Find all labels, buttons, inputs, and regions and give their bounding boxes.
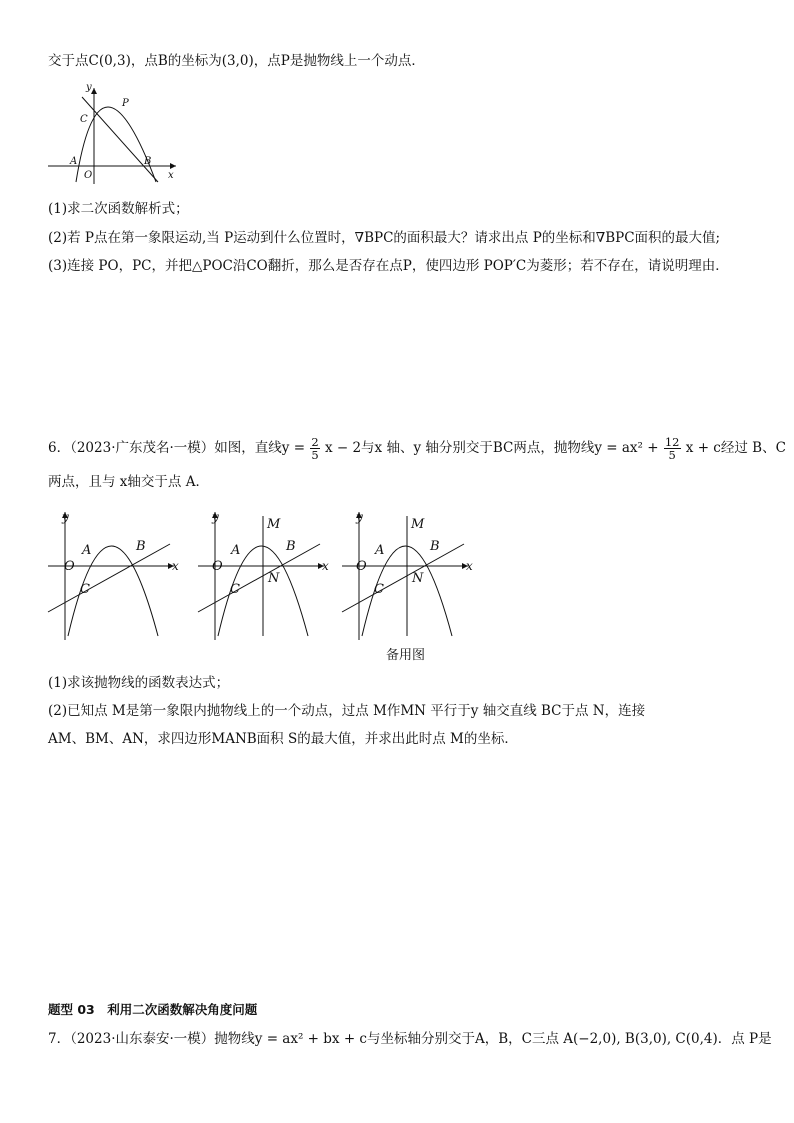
q5-label-a: A bbox=[70, 156, 78, 167]
svg-text:C: C bbox=[80, 582, 90, 597]
q5-part2: (2)若 P点在第一象限运动,当 P运动到什么位置时，∇BPC的面积最大？请求出点 P的坐标和∇BPC面积的最大值; bbox=[48, 230, 721, 246]
svg-text:A: A bbox=[82, 543, 92, 558]
q6-part2-line2: AM、BM、AN，求四边形MANB面积 S的最大值，并求出此时点 M的坐标． bbox=[48, 731, 518, 747]
q6-part2-line1: (2)已知点 M是第一象限内抛物线上的一个动点，过点 M作MN 平行于y 轴交直线 BC于点 N，连接 bbox=[48, 703, 646, 719]
svg-text:C: C bbox=[374, 582, 384, 597]
q6-figure-3 bbox=[342, 508, 482, 643]
svg-text:O: O bbox=[212, 559, 223, 574]
q6-fraction-2-5: $\frac{2}{5}$ bbox=[311, 435, 319, 462]
svg-text:N: N bbox=[268, 571, 280, 586]
q5-part1: (1)求二次函数解析式； bbox=[48, 201, 189, 217]
svg-text:N: N bbox=[412, 571, 424, 586]
fig2-line-bc bbox=[198, 544, 320, 612]
fig3-line-bc bbox=[342, 544, 464, 612]
svg-text:O: O bbox=[64, 559, 75, 574]
q5-label-o: O bbox=[84, 170, 93, 181]
svg-text:x: x bbox=[172, 559, 179, 573]
svg-text:y: y bbox=[212, 510, 219, 524]
svg-text:B: B bbox=[286, 539, 296, 554]
q6-stem-line1 bbox=[48, 436, 786, 461]
q5-line-bc bbox=[82, 97, 158, 182]
q6-stem-line2: 两点，且与 x轴交于点 A． bbox=[48, 474, 209, 490]
q6-stem-a: 6．（2023·广东茂名·一模）如图，直线y = bbox=[48, 440, 306, 456]
svg-text:A: A bbox=[375, 543, 385, 558]
svg-text:x: x bbox=[322, 559, 329, 573]
svg-text:A: A bbox=[231, 543, 241, 558]
svg-text:B: B bbox=[136, 539, 146, 554]
q5-label-b: B bbox=[144, 156, 152, 167]
q5-y-arrow bbox=[91, 88, 97, 94]
q5-label-y: y bbox=[86, 82, 92, 93]
spare-figure-caption: 备用图 bbox=[386, 648, 426, 663]
svg-text:B: B bbox=[430, 539, 440, 554]
svg-text:y: y bbox=[356, 510, 363, 524]
svg-text:O: O bbox=[356, 559, 367, 574]
q5-x-arrow bbox=[170, 163, 176, 169]
svg-text:y: y bbox=[62, 510, 69, 524]
q5-label-p: P bbox=[122, 98, 129, 109]
fig1-line-bc bbox=[48, 544, 170, 612]
q5-intro: 交于点C(0,3)，点B的坐标为(3,0)，点P是抛物线上一个动点． bbox=[48, 53, 425, 69]
q6-part1: (1)求该抛物线的函数表达式； bbox=[48, 675, 230, 691]
svg-text:M: M bbox=[267, 517, 281, 532]
svg-text:C: C bbox=[230, 582, 240, 597]
q6-figure-1 bbox=[48, 508, 188, 643]
q5-label-c: C bbox=[80, 114, 88, 125]
q6-stem-c: x + c经过 B、C bbox=[685, 440, 786, 456]
q6-stem-b: x − 2与x 轴、y 轴分别交于BC两点，抛物线y = ax² + bbox=[324, 440, 659, 456]
q5-label-x: x bbox=[168, 170, 174, 181]
q6-fraction-12-5: $\frac{12}{5}$ bbox=[664, 435, 680, 462]
q6-figure-2 bbox=[198, 508, 338, 643]
q5-part3: (3)连接 PO，PC，并把△POC沿CO翻折，那么是否存在点P，使四边形 POP′C为菱形；若不存在，请说明理由． bbox=[48, 258, 729, 274]
svg-text:M: M bbox=[411, 517, 425, 532]
q7-stem: 7．（2023·山东泰安·一模）抛物线y = ax² + bx + c与坐标轴分别交于A，B，C三点 A(−2,0), B(3,0), C(0,4)．点 P是 bbox=[48, 1031, 772, 1047]
svg-text:x: x bbox=[466, 559, 473, 573]
q5-figure bbox=[46, 82, 186, 187]
section-heading: 题型 03 利用二次函数解决角度问题 bbox=[48, 1002, 258, 1017]
